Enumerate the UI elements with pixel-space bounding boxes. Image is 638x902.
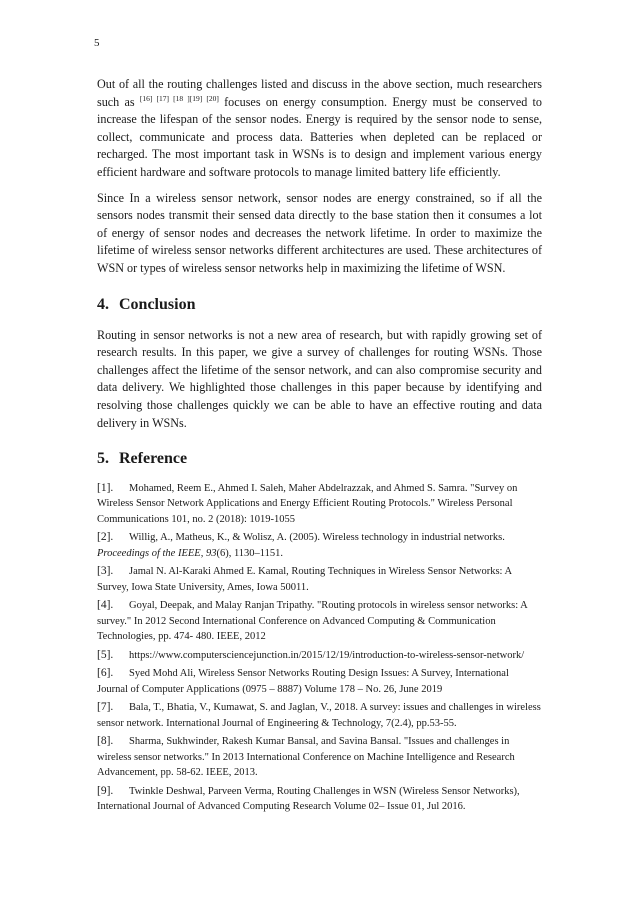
- paragraph-architecture: Since In a wireless sensor network, sensor nodes are energy constrained, so if all the sensors nodes transmit their sensed data directly to the base station then it consumes a lot of energy of sensor nodes and decreases the network lifetime. In order to maximize the lifetime of wireless sensor networks different architectures are used. These architectures of WSN or types of wireless sensor networks help in maximizing the lifetime of WSN.: [97, 190, 542, 275]
- paragraph-text: Out of all the routing challenges listed and discuss in the above section, much researchers such as: [97, 77, 542, 109]
- reference-item: [97, 564, 542, 594]
- reference-item: [97, 530, 542, 560]
- reference-journal: Proceedings of the IEEE, 93: [97, 547, 217, 559]
- reference-number: [2].: [97, 531, 114, 544]
- paragraph-text: focuses on energy consumption. Energy must be conserved to increase the lifespan of the sensor nodes. Energy is required by the sensor node to sense, collect, communicate and process data. Batteries when depleted can be replaced or recharged. The most important task in WSNs is to design and implement various energy efficient hardware and software protocols to manage limited battery life efficiently.: [97, 94, 543, 179]
- reference-text: (6), 1130–1151.: [216, 547, 284, 559]
- reference-number: [6].: [97, 667, 114, 680]
- reference-number: [3].: [97, 565, 114, 578]
- reference-item: [97, 700, 542, 730]
- section-number: 4.: [97, 295, 109, 313]
- reference-number: [1].: [97, 482, 114, 495]
- reference-text: Sharma, Sukhwinder, Rakesh Kumar Bansal, and Savina Bansal. "Issues and challenges in wireless sensor networks." In 2013 International Conference on Machine Intelligence and Research Advancement, pp. 58-62. IEEE, 2013.: [97, 736, 515, 778]
- reference-text: Jamal N. Al-Karaki Ahmed E. Kamal, Routing Techniques in Wireless Sensor Networks: A Survey, Iowa State University, Ames, Iowa 50011.: [97, 566, 512, 593]
- section-title: Conclusion: [119, 295, 196, 313]
- section-heading-conclusion: [97, 296, 542, 314]
- reference-number: [9].: [97, 784, 114, 797]
- paragraph-energy: [97, 76, 542, 182]
- reference-text: Syed Mohd Ali, Wireless Sensor Networks Routing Design Issues: A Survey, International Journal of Computer Applications (0975 – 8887) Volume 178 – No. 26, June 2019: [97, 668, 509, 695]
- page-number: 5: [94, 37, 100, 49]
- reference-item: [97, 734, 542, 780]
- section-number: 5.: [97, 450, 109, 468]
- reference-list: [97, 481, 542, 814]
- reference-text: Bala, T., Bhatia, V., Kumawat, S. and Jaglan, V., 2018. A survey: issues and challenges in wireless sensor network. International Journal of Engineering & Technology, 7(2.4), pp.53-55.: [97, 702, 541, 729]
- page-body: [97, 76, 542, 818]
- reference-text: Goyal, Deepak, and Malay Ranjan Tripathy. "Routing protocols in wireless sensor networks: A survey." In 2012 Second International Conference on Advanced Computing & Communication Technologies, pp. 474- 480. IEEE, 2012: [97, 600, 528, 642]
- reference-item: [97, 481, 542, 527]
- paragraph-conclusion: Routing in sensor networks is not a new area of research, but with rapidly growing set of research results. In this paper, we give a survey of challenges for routing WSNs. Those challenges affect the lifetime of the sensor network, and can also compromise security and data delivery. We highlighted those challenges in this paper because by identifying and resolving those challenges quickly we can be able to have an effective routing and data delivery in WSNs.: [97, 327, 542, 430]
- section-heading-reference: [97, 450, 542, 468]
- citation-superscript: [16] [17] [18 ][19] [20]: [139, 93, 219, 103]
- reference-number: [5].: [97, 648, 114, 661]
- reference-item: [97, 648, 542, 663]
- reference-text: Mohamed, Reem E., Ahmed I. Saleh, Maher Abdelrazzak, and Ahmed S. Samra. "Survey on Wireless Sensor Network Applications and Energy Efficient Routing Protocols." Wireless Personal Communications 101, no. 2 (2018): 1019-1055: [97, 483, 518, 525]
- reference-number: [4].: [97, 599, 114, 612]
- reference-item: [97, 784, 542, 814]
- reference-text: Twinkle Deshwal, Parveen Verma, Routing Challenges in WSN (Wireless Sensor Networks), International Journal of Advanced Computing Research Volume 02– Issue 01, Jul 2016.: [97, 785, 520, 812]
- reference-text: Willig, A., Matheus, K., & Wolisz, A. (2005). Wireless technology in industrial networks.: [129, 532, 505, 544]
- reference-item: [97, 598, 542, 644]
- reference-item: [97, 666, 542, 696]
- reference-number: [8].: [97, 735, 114, 748]
- reference-link[interactable]: https://www.computersciencejunction.in/2015/12/19/introduction-to-wireless-sensor-network/: [129, 649, 525, 661]
- section-title: Reference: [119, 450, 188, 468]
- reference-number: [7].: [97, 701, 114, 714]
